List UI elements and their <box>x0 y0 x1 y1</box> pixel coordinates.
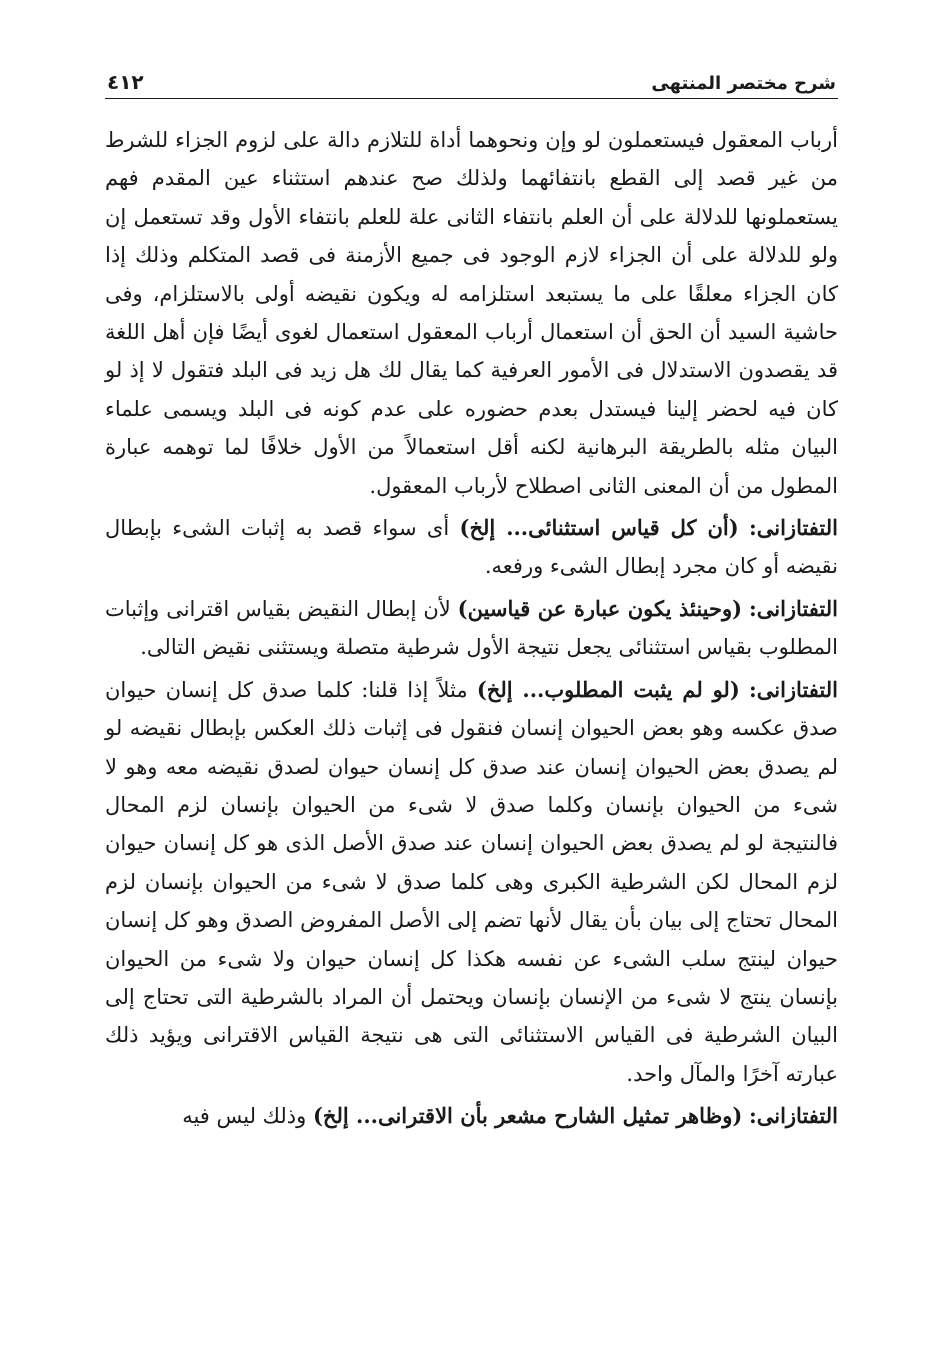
commentary-paragraph <box>105 671 838 1093</box>
commentary-paragraph <box>105 590 838 667</box>
page-number: ٤١٢ <box>107 70 144 94</box>
commentator-label: التفتازانى: <box>748 676 838 702</box>
paragraph-text: لأن إبطال النقيض بقياس اقترانى وإثبات المطلوب بقياس استثنائى يجعل نتيجة الأول شرطية متصلة ويستثنى نقيض التالى. <box>105 596 838 660</box>
commentator-label: التفتازانى: <box>748 595 838 621</box>
paragraph-text: أى سواء قصد به إثبات الشىء بإبطال نقيضه أو كان مجرد إبطال الشىء ورفعه. <box>105 516 838 579</box>
body-text <box>105 121 838 1136</box>
book-page <box>105 60 838 1136</box>
quoted-lemma: (وحينئذ يكون عبارة عن قياسين) <box>457 595 743 621</box>
commentary-paragraph <box>105 1097 838 1135</box>
commentary-paragraph <box>105 509 838 586</box>
quoted-lemma: (لو لم يثبت المطلوب... إلخ) <box>476 676 740 702</box>
commentator-label: التفتازانى: <box>749 515 839 541</box>
paragraph-text: وذلك ليس فيه <box>182 1104 307 1129</box>
commentator-label: التفتازانى: <box>748 1103 838 1129</box>
quoted-lemma: (أن كل قياس استثنائى... إلخ) <box>459 515 739 541</box>
book-title: شرح مختصر المنتهى <box>651 73 836 94</box>
running-head <box>105 60 838 99</box>
quoted-lemma: (وظاهر تمثيل الشارح مشعر بأن الاقترانى... إلخ) <box>312 1103 743 1129</box>
paragraph-text: مثلاً إذا قلنا: كلما صدق كل إنسان حيوان صدق عكسه وهو بعض الحيوان إنسان فنقول فى إثبات ذلك العكس بإبطال نقيضه لو لم يصدق بعض الحيوان إنسان عند صدق كل إنسان حيوان لصدق نقيضه معه وهو لا شىء من الحيوان بإنسان وكلما صدق لا شىء من الحيوان بإنسان لزم المحال فالنتيجة لو لم يصدق بعض الحيوان إنسان عند صدق الأصل الذى هو كل إنسان حيوان لزم المحال لكن الشرطية الكبرى وهى كلما صدق لا شىء من الحيوان بإنسان لزم المحال تحتاج إلى بيان بأن يقال لأنها تضم إلى الأصل المفروض الصدق وهو كل إنسان حيوان لينتج سلب الشىء عن نفسه هكذا كل إنسان حيوان ولا شىء من الحيوان بإنسان ينتج لا شىء من الإنسان بإنسان ويحتمل أن المراد بالشرطية التى تحتاج إلى البيان الشرطية فى القياس الاستثنائى التى هى نتيجة القياس الاقترانى ويؤيد ذلك عبارته آخرًا والمآل واحد. <box>105 677 838 1086</box>
paragraph-text: أرباب المعقول فيستعملون لو وإن ونحوهما أداة للتلازم دالة على لزوم الجزاء للشرط من غير قصد إلى القطع بانتفائهما ولذلك صح عندهم استثناء عين المقدم فهم يستعملونها للدلالة على أن العلم بانتفاء الثانى علة للعلم بانتفاء الأول وقد تستعمل إن ولو للدلالة على أن الجزاء لازم الوجود فى جميع الأزمنة فى قصد المتكلم وذلك إذا كان الجزاء معلقًا على ما يستبعد استلزامه له ويكون نقيضه أولى بالاستلزام، وفى حاشية السيد أن الحق أن استعمال أرباب المعقول استعمال لغوى أيضًا فإن أهل اللغة قد يقصدون الاستدلال فى الأمور العرفية كما يقال لك هل زيد فى البلد فتقول لا إذ لو كان فيه لحضر إلينا فيستدل بعدم حضوره على عدم كونه فى البلد ويسمى علماء البيان مثله بالطريقة البرهانية لكنه أقل استعمالاً من الأول خلافًا لما توهمه عبارة المطول من أن المعنى الثانى اصطلاح لأرباب المعقول. <box>105 128 839 498</box>
paragraph-continuation <box>105 121 838 505</box>
